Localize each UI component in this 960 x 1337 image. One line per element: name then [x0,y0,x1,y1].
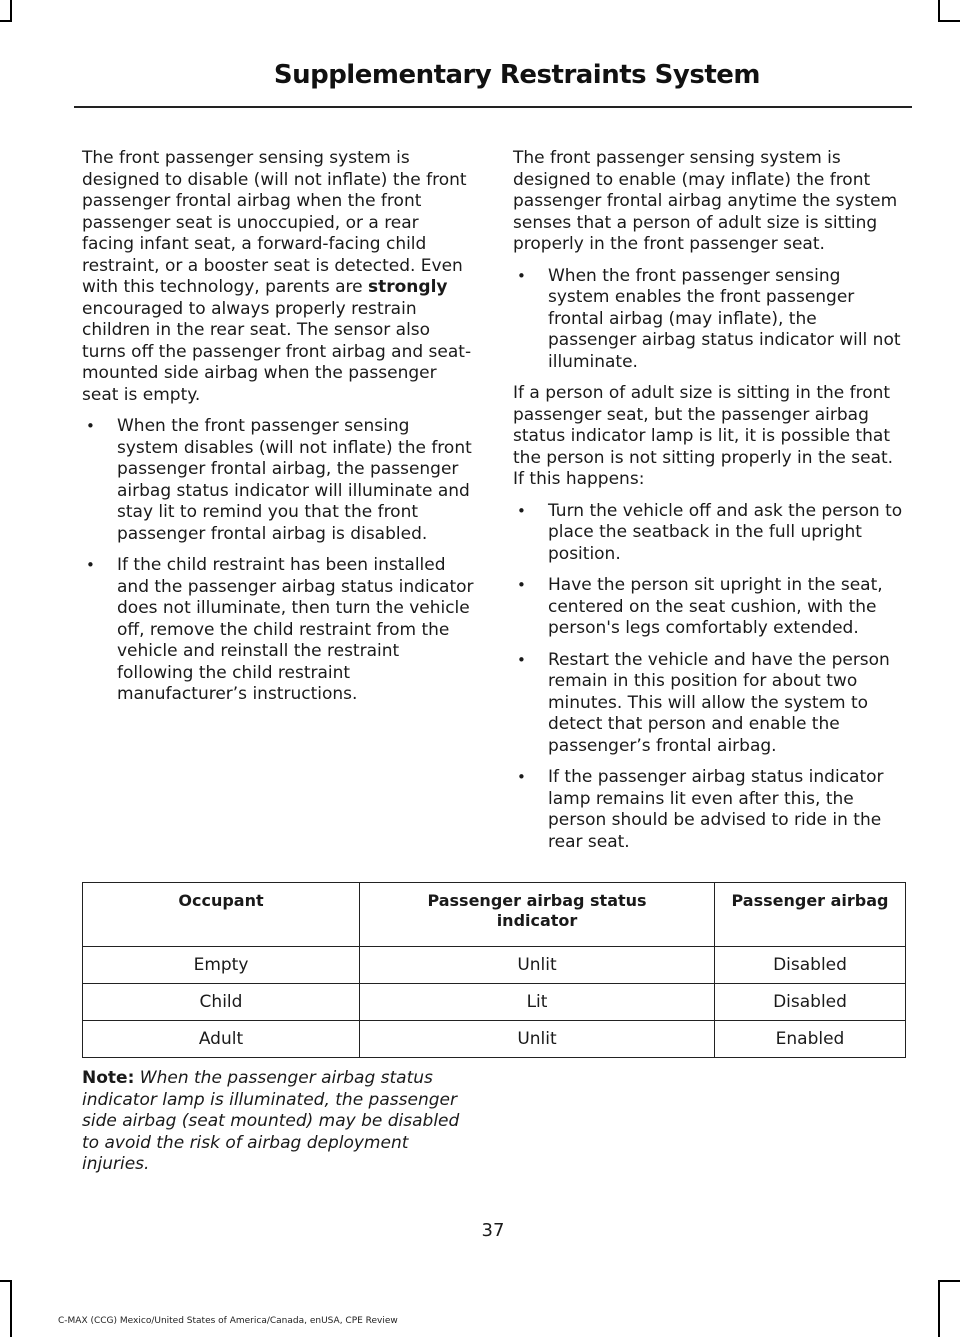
crop-mark [938,1280,940,1337]
note-text: When the passenger airbag status indicator lamp is illuminated, the passenger side airbag (seat mounted) may be disabled to avoid the risk of airbag deployment injuries. [82,1068,460,1174]
crop-mark [938,0,940,22]
column-header [360,883,715,947]
table-row [83,947,906,984]
crop-mark [938,20,960,22]
page-title: Supplementary Restraints System [273,60,760,90]
left-column [82,148,474,716]
column-header-text: Passenger airbag status indicator [427,891,647,930]
column-header: Occupant [83,883,360,947]
table-cell: Unlit [360,1021,715,1058]
list-item: • If the passenger airbag status indicator lamp remains lit even after this, the person should be advised to ride in the rear seat. [513,767,905,853]
table-cell: Enabled [715,1021,906,1058]
list-item: • Turn the vehicle off and ask the person to place the seatback in the full upright position. [513,501,905,566]
list-item: • When the front passenger sensing system enables the front passenger frontal airbag (may inflate), the passenger airbag status indicator will not illuminate. [513,266,905,374]
page-number: 37 [481,1220,505,1241]
crop-mark [0,20,12,22]
intro-strong-word: strongly [367,277,448,297]
table-row [83,1021,906,1058]
table-header-row [83,883,906,947]
table-cell: Disabled [715,984,906,1021]
table-cell: Child [83,984,360,1021]
crop-mark [10,0,12,22]
header-divider [74,106,912,108]
list-item: • When the front passenger sensing system disables (will not inflate) the front passenger frontal airbag, the passenger airbag status indicator will illuminate and stay lit to remind you that the front passenger frontal airbag is disabled. [82,416,474,545]
bullet-list [82,416,474,706]
intro-text-start: The front passenger sensing system is designed to disable (will not inflate) the front passenger frontal airbag when the front passenger seat is unoccupied, or a rear facing infant seat, a forward-facing child restraint, or a booster seat is detected. Even with this technology, parents are [82,148,467,297]
right-column [513,148,905,863]
column-header: Passenger airbag [715,883,906,947]
bullet-list [513,266,905,374]
list-item: • Have the person sit upright in the seat, centered on the seat cushion, with the person's legs comfortably extended. [513,575,905,640]
note-label: Note: [82,1068,135,1088]
bullet-list [513,501,905,854]
note-paragraph [82,1068,477,1176]
table-cell: Disabled [715,947,906,984]
paragraph: If a person of adult size is sitting in the front passenger seat, but the passenger airbag status indicator lamp is lit, it is possible that the person is not sitting properly in the seat. If this happens: [513,383,894,489]
table-cell: Lit [360,984,715,1021]
crop-mark [938,1280,960,1282]
intro-paragraph [82,148,474,406]
airbag-status-table [82,882,906,1058]
list-item: • Restart the vehicle and have the person remain in this position for about two minutes. This will allow the system to detect that person and enable the passenger’s frontal airbag. [513,650,905,758]
table-cell: Empty [83,947,360,984]
intro-text-end: encouraged to always properly restrain children in the rear seat. The sensor also turns off the passenger front airbag and seat-mounted side airbag when the passenger seat is empty. [82,298,472,405]
crop-mark [10,1280,12,1337]
table-cell: Adult [83,1021,360,1058]
footer-text: C-MAX (CCG) Mexico/United States of America/Canada, enUSA, CPE Review [58,1316,398,1326]
table-cell: Unlit [360,947,715,984]
crop-mark [0,1280,12,1282]
list-item: • If the child restraint has been installed and the passenger airbag status indicator does not illuminate, then turn the vehicle off, remove the child restraint from the vehicle and reinstall the restraint following the child restraint manufacturer’s instructions. [82,555,474,706]
table-row [83,984,906,1021]
paragraph: The front passenger sensing system is designed to enable (may inflate) the front passenger frontal airbag anytime the system senses that a person of adult size is sitting properly in the front passenger seat. [513,148,898,254]
